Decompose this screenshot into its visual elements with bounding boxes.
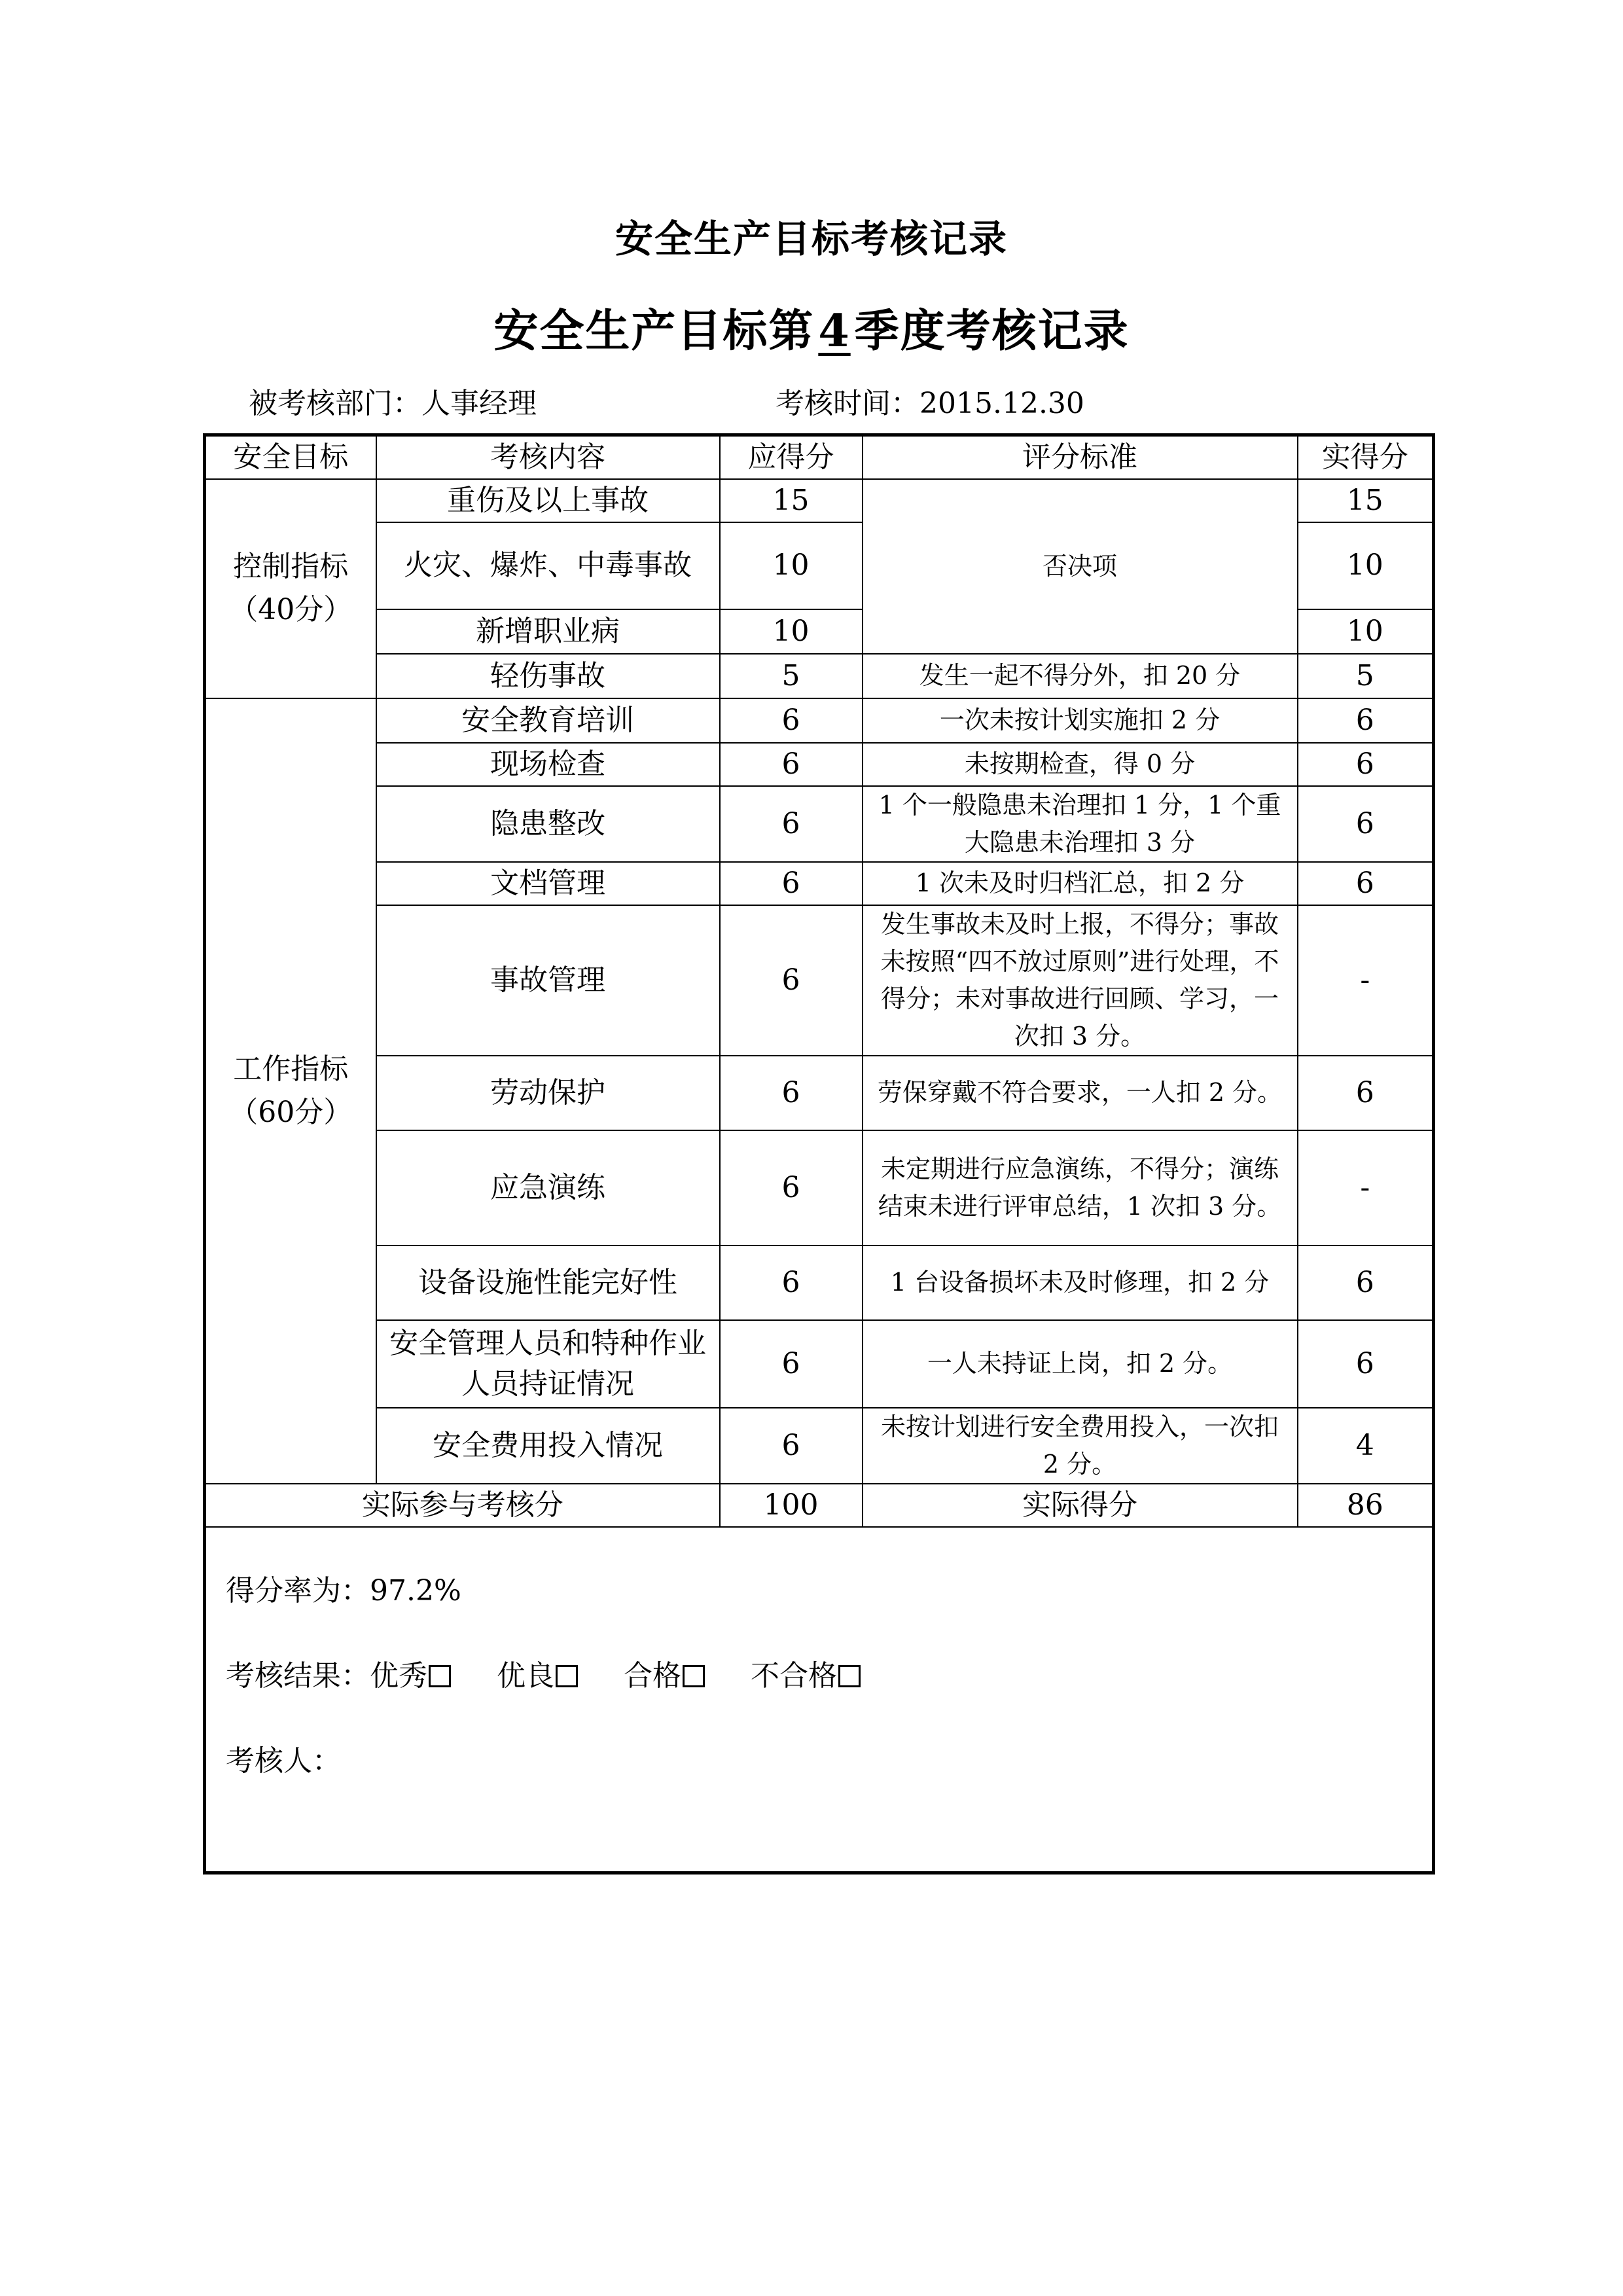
row-actual-score: -: [1298, 1130, 1434, 1246]
row-actual-score: 6: [1298, 1056, 1434, 1130]
row-actual-score: 6: [1298, 1246, 1434, 1320]
row-criteria: 未按期检查，得 0 分: [863, 743, 1298, 786]
option-fail-checkbox[interactable]: [838, 1665, 861, 1687]
row-actual-score: 6: [1298, 786, 1434, 862]
row-should-score: 10: [720, 522, 863, 609]
score-rate: 得分率为：97.2%: [226, 1573, 461, 1607]
row-should-score: 6: [720, 743, 863, 786]
result-label: 考核结果：: [226, 1659, 370, 1693]
table-row: [205, 479, 1434, 522]
actual-score-label: 实际得分: [863, 1484, 1298, 1527]
row-should-score: 6: [720, 1246, 863, 1320]
subtitle-prefix: 安全生产目标第: [493, 305, 815, 357]
veto-criteria: 否决项: [863, 479, 1298, 654]
table-row: [205, 862, 1434, 905]
row-actual-score: 6: [1298, 698, 1434, 743]
row-should-score: 5: [720, 654, 863, 698]
row-content: 安全费用投入情况: [376, 1408, 720, 1484]
row-actual-score: 4: [1298, 1408, 1434, 1484]
row-content: 劳动保护: [376, 1056, 720, 1130]
header-should-score: 应得分: [720, 435, 863, 479]
row-actual-score: 10: [1298, 609, 1434, 654]
row-actual-score: 6: [1298, 862, 1434, 905]
row-content: 火灾、爆炸、中毒事故: [376, 522, 720, 609]
row-criteria: 1 次未及时归档汇总，扣 2 分: [863, 862, 1298, 905]
row-content: 隐患整改: [376, 786, 720, 862]
row-criteria: 劳保穿戴不符合要求，一人扣 2 分。: [863, 1056, 1298, 1130]
row-should-score: 6: [720, 862, 863, 905]
row-actual-score: 10: [1298, 522, 1434, 609]
row-should-score: 6: [720, 1408, 863, 1484]
option-fail-label: 不合格: [751, 1659, 837, 1693]
row-should-score: 15: [720, 479, 863, 522]
row-criteria: 发生一起不得分外，扣 20 分: [863, 654, 1298, 698]
participation-label: 实际参与考核分: [205, 1484, 720, 1527]
document-title: 安全生产目标考核记录: [615, 217, 1008, 261]
row-content: 轻伤事故: [376, 654, 720, 698]
row-criteria: 未定期进行应急演练，不得分；演练结束未进行评审总结，1 次扣 3 分。: [863, 1130, 1298, 1246]
totals-row: [205, 1484, 1434, 1527]
row-content: 设备设施性能完好性: [376, 1246, 720, 1320]
assessment-result: [226, 1656, 906, 1696]
option-good-label: 优良: [497, 1659, 554, 1693]
actual-score-value: 86: [1298, 1484, 1434, 1527]
assessment-table: [203, 433, 1435, 1874]
category-work: 工作指标（60分）: [205, 698, 376, 1484]
footer-row: [205, 1527, 1434, 1873]
row-should-score: 6: [720, 786, 863, 862]
participation-value: 100: [720, 1484, 863, 1527]
row-criteria: 发生事故未及时上报，不得分；事故未按照“四不放过原则”进行处理，不得分；未对事故进行回顾、学习，一次扣 3 分。: [863, 905, 1298, 1056]
row-criteria: 一人未持证上岗，扣 2 分。: [863, 1320, 1298, 1408]
row-criteria: 未按计划进行安全费用投入，一次扣 2 分。: [863, 1408, 1298, 1484]
row-criteria: 1 台设备损坏未及时修理，扣 2 分: [863, 1246, 1298, 1320]
header-criteria: 评分标准: [863, 435, 1298, 479]
row-content: 安全管理人员和特种作业人员持证情况: [376, 1320, 720, 1408]
table-row: [205, 1056, 1434, 1130]
row-criteria: 一次未按计划实施扣 2 分: [863, 698, 1298, 743]
header-actual-score: 实得分: [1298, 435, 1434, 479]
header-goal: 安全目标: [205, 435, 376, 479]
row-content: 文档管理: [376, 862, 720, 905]
table-row: [205, 786, 1434, 862]
document-subtitle: [0, 296, 1623, 359]
footer-cell: [205, 1527, 1434, 1873]
category-control: 控制指标（40分）: [205, 479, 376, 698]
option-pass-label: 合格: [624, 1659, 681, 1693]
row-criteria: 1 个一般隐患未治理扣 1 分，1 个重大隐患未治理扣 3 分: [863, 786, 1298, 862]
row-should-score: 6: [720, 1130, 863, 1246]
row-actual-score: -: [1298, 905, 1434, 1056]
row-should-score: 6: [720, 905, 863, 1056]
table-row: [205, 698, 1434, 743]
row-actual-score: 5: [1298, 654, 1434, 698]
row-content: 重伤及以上事故: [376, 479, 720, 522]
row-content: 新增职业病: [376, 609, 720, 654]
table-row: [205, 1320, 1434, 1408]
assessor-label: 考核人：: [226, 1744, 341, 1778]
subtitle-suffix: 季度考核记录: [854, 305, 1130, 357]
table-row: [205, 905, 1434, 1056]
department-label: 被考核部门：人事经理: [249, 387, 537, 420]
option-good-checkbox[interactable]: [556, 1665, 578, 1687]
row-content: 应急演练: [376, 1130, 720, 1246]
header-content: 考核内容: [376, 435, 720, 479]
row-should-score: 6: [720, 1056, 863, 1130]
row-content: 安全教育培训: [376, 698, 720, 743]
row-should-score: 6: [720, 1320, 863, 1408]
table-row: [205, 1246, 1434, 1320]
assessment-time: 考核时间：2015.12.30: [776, 387, 1084, 420]
table-row: [205, 654, 1434, 698]
option-pass-checkbox[interactable]: [683, 1665, 705, 1687]
row-actual-score: 15: [1298, 479, 1434, 522]
row-content: 事故管理: [376, 905, 720, 1056]
option-excellent-checkbox[interactable]: [429, 1665, 451, 1687]
table-row: [205, 1408, 1434, 1484]
row-should-score: 6: [720, 698, 863, 743]
quarter-number: 4: [818, 305, 851, 357]
row-actual-score: 6: [1298, 743, 1434, 786]
row-should-score: 10: [720, 609, 863, 654]
option-excellent-label: 优秀: [370, 1659, 427, 1693]
table-header-row: [205, 435, 1434, 479]
table-row: [205, 1130, 1434, 1246]
row-actual-score: 6: [1298, 1320, 1434, 1408]
table-row: [205, 743, 1434, 786]
row-content: 现场检查: [376, 743, 720, 786]
